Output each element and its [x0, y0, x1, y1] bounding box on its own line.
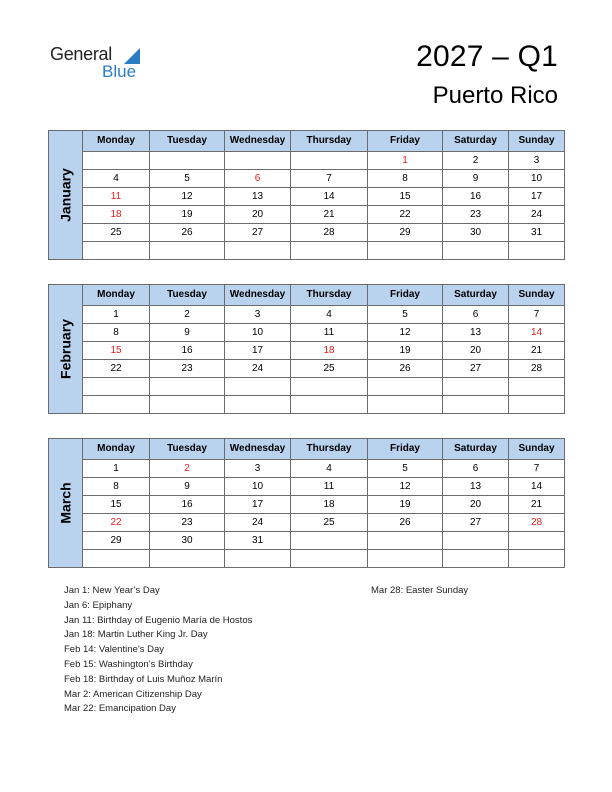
weekday-header: Saturday: [443, 439, 509, 460]
day-cell: 23: [150, 514, 225, 532]
day-cell: [291, 152, 368, 170]
day-cell: 5: [368, 460, 443, 478]
day-cell: [291, 550, 368, 568]
week-row: [49, 460, 565, 478]
week-row: [49, 170, 565, 188]
day-cell: 10: [509, 170, 565, 188]
day-cell: 14: [509, 478, 565, 496]
weekday-header: Thursday: [291, 285, 368, 306]
day-cell: [368, 550, 443, 568]
day-cell: 19: [150, 206, 225, 224]
day-cell: [368, 378, 443, 396]
day-cell: 26: [368, 514, 443, 532]
day-cell: 15: [83, 496, 150, 514]
day-cell: 5: [150, 170, 225, 188]
day-cell: 24: [225, 514, 291, 532]
day-cell: [509, 378, 565, 396]
day-cell: 13: [443, 324, 509, 342]
day-cell: 17: [225, 342, 291, 360]
day-cell: 3: [225, 306, 291, 324]
day-cell: 16: [150, 342, 225, 360]
day-cell: [509, 396, 565, 414]
weekday-header: Wednesday: [225, 131, 291, 152]
day-cell: 27: [225, 224, 291, 242]
day-cell: 2: [150, 306, 225, 324]
day-cell: 25: [291, 360, 368, 378]
week-row: [49, 378, 565, 396]
holiday-note: Jan 18: Martin Luther King Jr. Day: [64, 629, 208, 641]
day-cell: 22: [368, 206, 443, 224]
day-cell: 25: [291, 514, 368, 532]
day-cell: 17: [509, 188, 565, 206]
day-cell: 7: [509, 306, 565, 324]
day-cell: 25: [83, 224, 150, 242]
day-cell: 15: [368, 188, 443, 206]
day-cell: [509, 550, 565, 568]
day-cell: 4: [83, 170, 150, 188]
day-cell: [509, 532, 565, 550]
logo-general-text: General: [50, 44, 112, 64]
day-cell: [83, 550, 150, 568]
day-cell: 20: [443, 496, 509, 514]
month-name: February: [57, 319, 73, 379]
day-cell: 11: [291, 324, 368, 342]
day-cell: [150, 152, 225, 170]
day-cell: 29: [83, 532, 150, 550]
week-row: [49, 342, 565, 360]
day-cell: [368, 396, 443, 414]
weekday-header: Tuesday: [150, 285, 225, 306]
week-row: [49, 396, 565, 414]
logo-blue-text: Blue: [102, 62, 137, 81]
day-cell: 13: [225, 188, 291, 206]
day-cell: [443, 396, 509, 414]
day-cell: [443, 378, 509, 396]
weekday-header: Friday: [368, 131, 443, 152]
holiday-list-left: [64, 584, 252, 717]
day-cell: 27: [443, 514, 509, 532]
weekday-header: Monday: [83, 439, 150, 460]
day-cell: [443, 532, 509, 550]
weekday-header: Thursday: [291, 439, 368, 460]
day-cell: 1: [83, 460, 150, 478]
day-cell: [83, 396, 150, 414]
week-row: [49, 360, 565, 378]
day-cell: 2: [443, 152, 509, 170]
day-cell: 26: [368, 360, 443, 378]
weekday-header: Wednesday: [225, 439, 291, 460]
day-cell: 16: [150, 496, 225, 514]
holiday-note: Mar 2: American Citizenship Day: [64, 688, 202, 700]
day-cell: 11: [83, 188, 150, 206]
weekday-header: Thursday: [291, 131, 368, 152]
country-subtitle: Puerto Rico: [432, 82, 558, 109]
day-cell: 5: [368, 306, 443, 324]
weekday-header: Sunday: [509, 285, 565, 306]
day-cell: [291, 532, 368, 550]
day-cell: [83, 242, 150, 260]
day-cell: 9: [150, 324, 225, 342]
month-name: March: [57, 482, 73, 524]
week-row: [49, 242, 565, 260]
day-cell: 6: [443, 460, 509, 478]
day-cell: 22: [83, 360, 150, 378]
weekday-header: Sunday: [509, 131, 565, 152]
week-row: [49, 496, 565, 514]
day-cell: 24: [225, 360, 291, 378]
holiday-note: Feb 14: Valentine’s Day: [64, 644, 164, 656]
day-cell: 22: [83, 514, 150, 532]
day-cell: 10: [225, 324, 291, 342]
day-cell: 16: [443, 188, 509, 206]
day-cell: 14: [291, 188, 368, 206]
day-cell: 17: [225, 496, 291, 514]
day-cell: 24: [509, 206, 565, 224]
day-cell: 19: [368, 342, 443, 360]
day-cell: 9: [150, 478, 225, 496]
day-cell: 6: [443, 306, 509, 324]
week-row: [49, 532, 565, 550]
day-cell: 18: [83, 206, 150, 224]
week-row: [49, 224, 565, 242]
day-cell: 27: [443, 360, 509, 378]
holiday-list-right: [371, 584, 468, 599]
day-cell: 6: [225, 170, 291, 188]
day-cell: [83, 378, 150, 396]
weekday-header: Sunday: [509, 439, 565, 460]
month-table-january: [48, 130, 565, 260]
week-row: [49, 188, 565, 206]
day-cell: 8: [368, 170, 443, 188]
day-cell: 30: [150, 532, 225, 550]
month-name: January: [57, 168, 73, 222]
day-cell: [150, 378, 225, 396]
week-row: [49, 152, 565, 170]
day-cell: [443, 242, 509, 260]
day-cell: [368, 532, 443, 550]
day-cell: 12: [368, 324, 443, 342]
day-cell: 2: [150, 460, 225, 478]
day-cell: 20: [443, 342, 509, 360]
day-cell: 7: [509, 460, 565, 478]
day-cell: 18: [291, 496, 368, 514]
page-title: 2027 – Q1: [416, 40, 558, 73]
weekday-header: Tuesday: [150, 131, 225, 152]
day-cell: 23: [443, 206, 509, 224]
day-cell: 15: [83, 342, 150, 360]
month-label-cell: [49, 285, 83, 414]
week-row: [49, 514, 565, 532]
month-table-march: [48, 438, 565, 568]
day-cell: [225, 152, 291, 170]
day-cell: [291, 242, 368, 260]
weekday-header: Monday: [83, 285, 150, 306]
day-cell: 8: [83, 478, 150, 496]
day-cell: 14: [509, 324, 565, 342]
holiday-note: Jan 1: New Year’s Day: [64, 585, 160, 596]
day-cell: [225, 242, 291, 260]
weekday-header: Tuesday: [150, 439, 225, 460]
day-cell: 20: [225, 206, 291, 224]
day-cell: 7: [291, 170, 368, 188]
day-cell: [150, 242, 225, 260]
day-cell: [443, 550, 509, 568]
day-cell: 11: [291, 478, 368, 496]
generalblue-logo: [50, 44, 150, 84]
day-cell: 3: [225, 460, 291, 478]
day-cell: 23: [150, 360, 225, 378]
day-cell: [150, 396, 225, 414]
week-row: [49, 206, 565, 224]
day-cell: 30: [443, 224, 509, 242]
day-cell: 1: [368, 152, 443, 170]
day-cell: [225, 378, 291, 396]
day-cell: 28: [509, 514, 565, 532]
day-cell: [225, 396, 291, 414]
weekday-header: Friday: [368, 285, 443, 306]
day-cell: 9: [443, 170, 509, 188]
weekday-header: Friday: [368, 439, 443, 460]
day-cell: 1: [83, 306, 150, 324]
day-cell: [225, 550, 291, 568]
weekday-header: Wednesday: [225, 285, 291, 306]
holiday-note: Mar 22: Emancipation Day: [64, 703, 176, 715]
day-cell: 28: [291, 224, 368, 242]
holiday-note: Feb 15: Washington’s Birthday: [64, 658, 193, 670]
day-cell: 31: [225, 532, 291, 550]
day-cell: 26: [150, 224, 225, 242]
holiday-note: Mar 28: Easter Sunday: [371, 585, 469, 596]
week-row: [49, 550, 565, 568]
day-cell: [83, 152, 150, 170]
day-cell: 10: [225, 478, 291, 496]
day-cell: 4: [291, 460, 368, 478]
day-cell: 18: [291, 342, 368, 360]
holiday-note: Jan 6: Epiphany: [64, 599, 133, 611]
day-cell: 21: [509, 342, 565, 360]
weekday-header: Saturday: [443, 285, 509, 306]
day-cell: [150, 550, 225, 568]
day-cell: 21: [291, 206, 368, 224]
month-label-cell: [49, 439, 83, 568]
day-cell: [368, 242, 443, 260]
holiday-note: Feb 18: Birthday of Luis Muñoz Marín: [64, 673, 223, 685]
day-cell: 12: [150, 188, 225, 206]
day-cell: 19: [368, 496, 443, 514]
day-cell: [509, 242, 565, 260]
month-table-february: [48, 284, 565, 414]
weekday-header: Saturday: [443, 131, 509, 152]
day-cell: 29: [368, 224, 443, 242]
day-cell: 13: [443, 478, 509, 496]
weekday-header: Monday: [83, 131, 150, 152]
day-cell: 21: [509, 496, 565, 514]
holiday-note: Jan 11: Birthday of Eugenio María de Hostos: [64, 614, 253, 626]
week-row: [49, 306, 565, 324]
day-cell: 28: [509, 360, 565, 378]
month-label-cell: [49, 131, 83, 260]
week-row: [49, 478, 565, 496]
day-cell: 31: [509, 224, 565, 242]
day-cell: [291, 396, 368, 414]
day-cell: 8: [83, 324, 150, 342]
day-cell: 3: [509, 152, 565, 170]
day-cell: [291, 378, 368, 396]
week-row: [49, 324, 565, 342]
day-cell: 4: [291, 306, 368, 324]
day-cell: 12: [368, 478, 443, 496]
